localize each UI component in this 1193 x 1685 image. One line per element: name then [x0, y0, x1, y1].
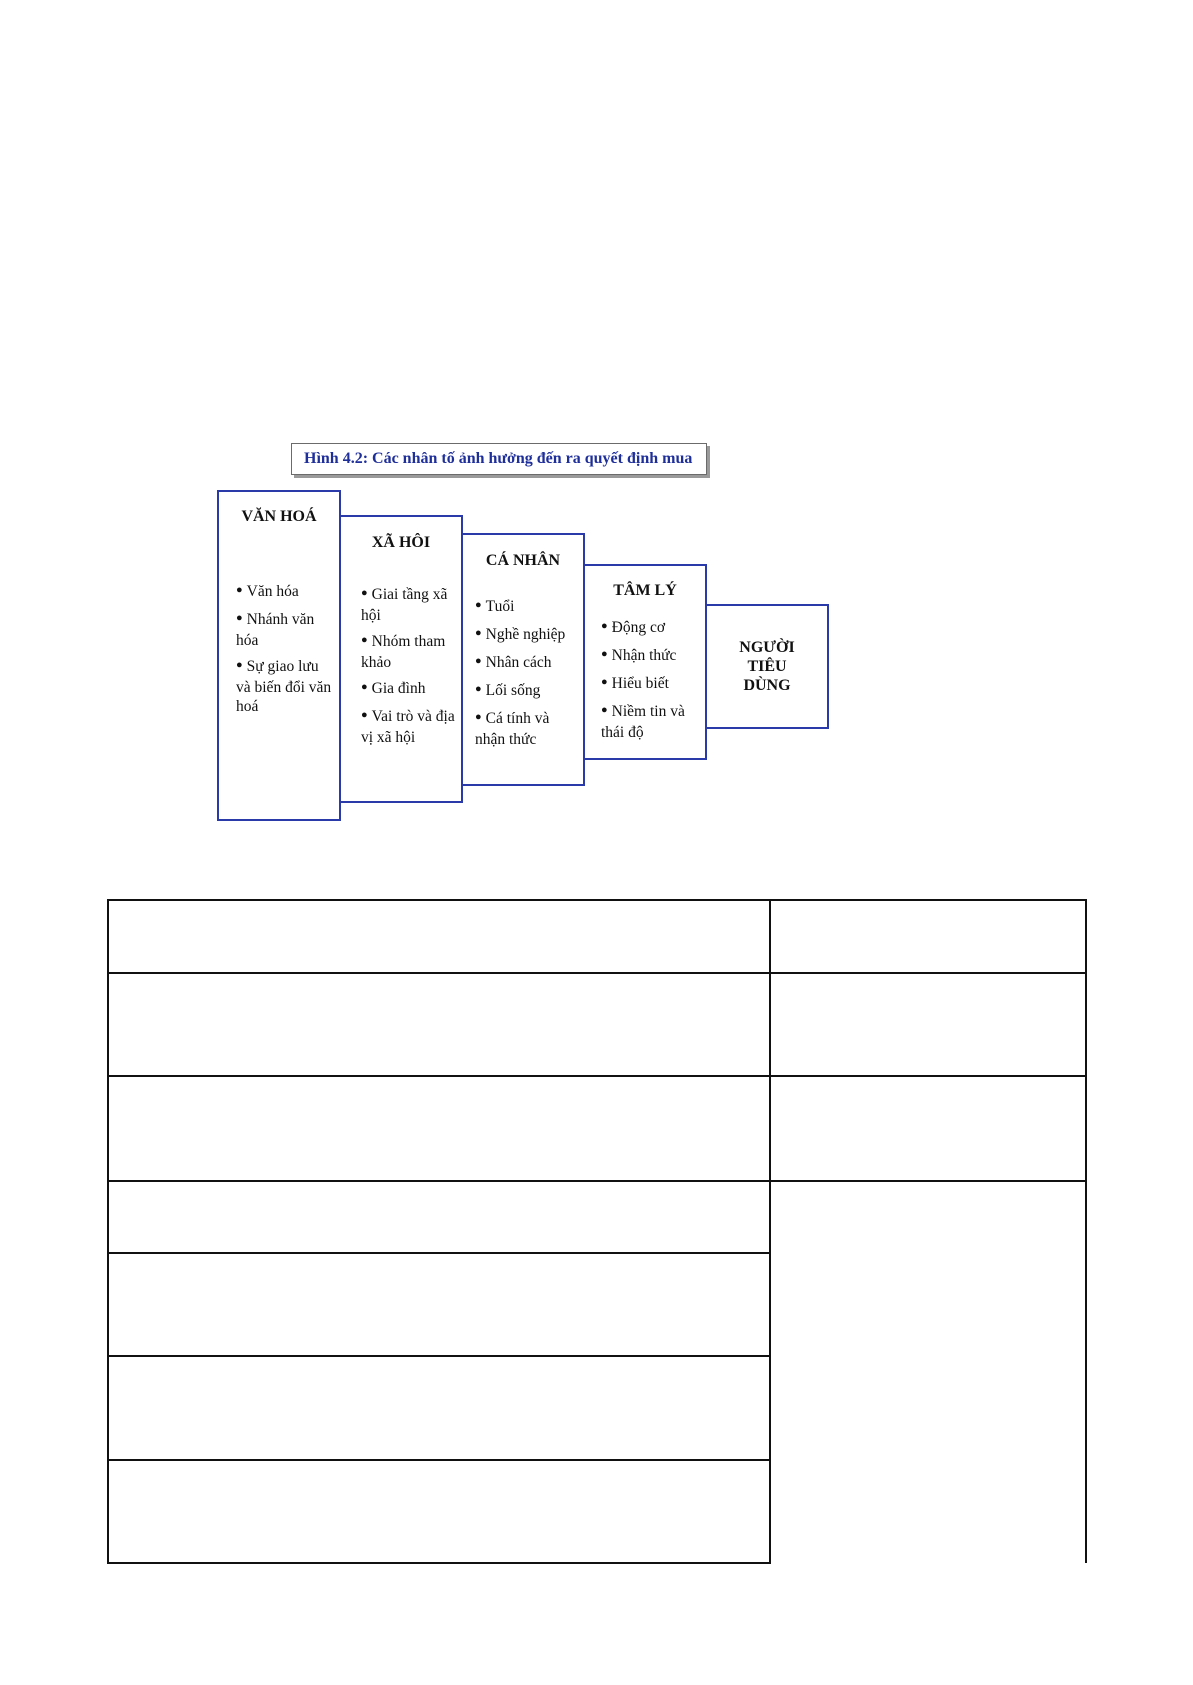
factor-box-culture: [217, 490, 341, 821]
factor-list-society: [361, 585, 457, 754]
list-item: ● Vai trò và địa vị xã hội: [361, 708, 455, 746]
list-item: ● Nhóm tham khảo: [361, 633, 446, 671]
table-rule: [107, 1459, 771, 1461]
figure-caption-text: Hình 4.2: Các nhân tố ảnh hưởng đến ra quyết định mua: [304, 450, 693, 467]
table-rule: [769, 899, 771, 1564]
table-rule: [107, 899, 109, 1564]
factor-list-personal: [475, 597, 579, 756]
factor-box-personal: [461, 533, 585, 786]
list-item: ● Niềm tin và thái độ: [601, 703, 685, 741]
factor-title-society: XÃ HÔI: [371, 534, 431, 551]
list-item: ● Sự giao lưu và biến đổi văn hoá: [236, 658, 332, 715]
consumer-title-line: DÙNG: [743, 677, 791, 694]
list-item: ● Nhân cách: [475, 654, 552, 671]
factor-box-society: [339, 515, 463, 803]
table-rule: [107, 1355, 771, 1357]
list-item: ● Lối sống: [475, 682, 541, 699]
factor-title-culture: VĂN HOÁ: [241, 508, 317, 525]
consumer-title-line: TIÊU: [747, 658, 787, 675]
table-rule: [107, 1075, 1087, 1077]
list-item: ● Giai tầng xã hội: [361, 586, 448, 624]
table-rule: [1085, 899, 1087, 1563]
factor-box-psychology: [583, 564, 707, 760]
figure-caption: [291, 443, 707, 475]
list-item: ● Tuổi: [475, 598, 515, 615]
table-rule: [107, 1180, 1087, 1182]
factor-title-psychology: TÂM LÝ: [613, 582, 677, 599]
list-item: ● Nghề nghiệp: [475, 626, 566, 643]
list-item: ● Gia đình: [361, 680, 426, 697]
list-item: ● Nhận thức: [601, 647, 677, 664]
table-rule: [107, 899, 1087, 901]
list-item: ● Hiểu biết: [601, 675, 669, 692]
table-rule: [107, 972, 1087, 974]
factor-list-culture: [236, 582, 335, 723]
list-item: ● Văn hóa: [236, 583, 299, 600]
consumer-box: [705, 604, 829, 729]
list-item: ● Động cơ: [601, 619, 666, 636]
consumer-title: [707, 638, 827, 695]
consumer-title-line: NGƯỜI: [739, 639, 795, 656]
list-item: ● Cá tính và nhận thức: [475, 710, 550, 748]
table-rule: [107, 1562, 771, 1564]
table-rule: [107, 1252, 771, 1254]
factor-list-psychology: [601, 618, 701, 749]
factor-title-personal: CÁ NHÂN: [485, 552, 561, 569]
list-item: ● Nhánh văn hóa: [236, 611, 315, 649]
